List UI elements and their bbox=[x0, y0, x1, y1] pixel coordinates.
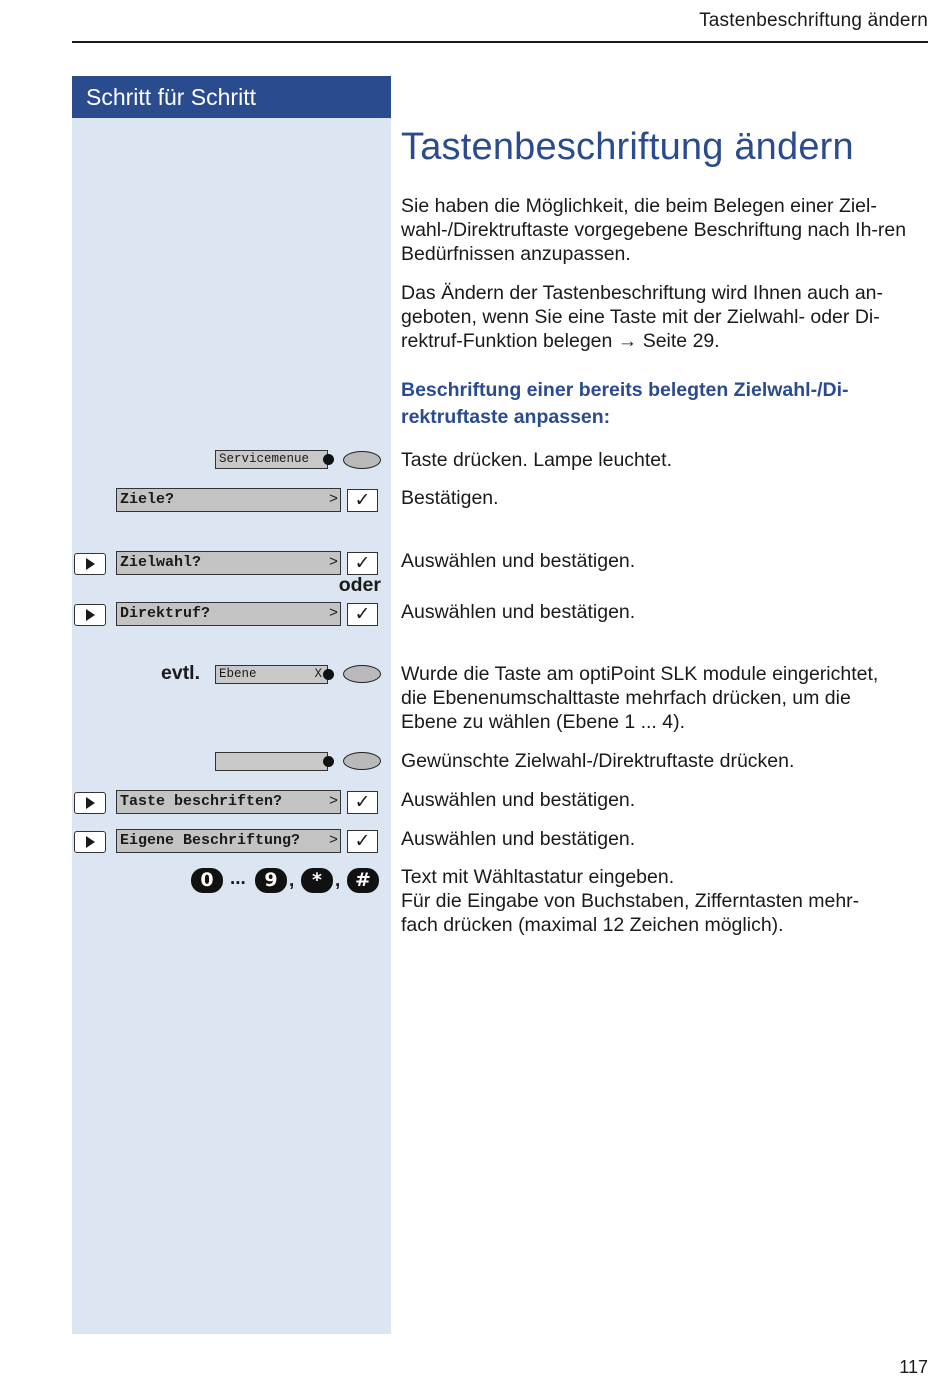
step-ziele-text: Bestätigen. bbox=[401, 487, 499, 509]
header-rule bbox=[72, 41, 928, 43]
display-text: Eigene Beschriftung? bbox=[120, 832, 301, 849]
keypad-star-icon: * bbox=[301, 868, 333, 893]
servicemenue-key[interactable] bbox=[215, 450, 328, 469]
select-arrow-icon[interactable] bbox=[74, 831, 106, 853]
step-sidebar bbox=[72, 76, 391, 1334]
intro-paragraph-2: Das Ändern der Tastenbeschriftung wird Ihnen auch an-geboten, wenn Sie eine Taste mit der Zielwahl- oder Di-rektruf-Funktion belegen → Seite 29. bbox=[401, 282, 884, 352]
key-pointer-icon bbox=[323, 756, 334, 767]
step-ebene-text: Wurde die Taste am optiPoint SLK module eingerichtet, die Ebenenumschalttaste mehrfach drücken, um die Ebene zu wählen (Ebene 1 ... 4). bbox=[401, 663, 879, 733]
display-text: Taste beschriften? bbox=[120, 793, 283, 810]
list-separator: , bbox=[335, 870, 341, 891]
sidebar-heading: Schritt für Schritt bbox=[72, 76, 391, 118]
step-zielkey-text: Gewünschte Zielwahl-/Direktruftaste drücken. bbox=[401, 750, 795, 772]
step-beschriften-text: Auswählen und bestätigen. bbox=[401, 789, 636, 811]
display-zielwahl bbox=[116, 551, 341, 575]
display-arrow: > bbox=[328, 554, 338, 571]
keypad-9-icon: 9 bbox=[255, 868, 287, 893]
display-eigene-beschriftung bbox=[116, 829, 341, 853]
step-keypad-text: Text mit Wähltastatur eingeben. Für die Eingabe von Buchstaben, Zifferntasten mehr- fach drücken (maximal 12 Zeichen möglich). bbox=[401, 866, 860, 936]
optional-label: evtl. bbox=[161, 662, 201, 684]
display-taste-beschriften bbox=[116, 790, 341, 814]
keypad-hash-icon: # bbox=[347, 868, 379, 893]
keypad-0-icon: 0 bbox=[191, 868, 223, 893]
range-separator: ... bbox=[230, 868, 246, 889]
display-arrow: > bbox=[328, 793, 338, 810]
step-eigene-text: Auswählen und bestätigen. bbox=[401, 828, 636, 850]
intro-paragraph-1: Sie haben die Möglichkeit, die beim Belegen einer Ziel-wahl-/Direktruftaste vorgegebene Beschriftung nach Ih-ren Bedürfnissen anzupassen. bbox=[401, 195, 907, 265]
ebene-key[interactable] bbox=[215, 665, 328, 684]
lamp-icon bbox=[343, 752, 381, 770]
lamp-icon bbox=[343, 665, 381, 683]
display-ziele bbox=[116, 488, 341, 512]
list-separator: , bbox=[289, 870, 295, 891]
confirm-checkmark-icon[interactable]: ✓ bbox=[347, 830, 378, 853]
key-pointer-icon bbox=[323, 454, 334, 465]
confirm-checkmark-icon[interactable]: ✓ bbox=[347, 603, 378, 626]
select-arrow-icon[interactable] bbox=[74, 792, 106, 814]
page-number: 117 bbox=[899, 1357, 928, 1377]
select-arrow-icon[interactable] bbox=[74, 553, 106, 575]
confirm-checkmark-icon[interactable]: ✓ bbox=[347, 791, 378, 814]
display-text: Direktruf? bbox=[120, 605, 211, 622]
lamp-icon bbox=[343, 451, 381, 469]
zielwahl-key[interactable] bbox=[215, 752, 328, 771]
ebene-key-mark: X bbox=[314, 667, 322, 681]
servicemenue-key-label: Servicemenue bbox=[219, 452, 310, 466]
display-arrow: > bbox=[328, 605, 338, 622]
ebene-key-label: Ebene bbox=[219, 667, 257, 681]
or-label: oder bbox=[338, 574, 381, 596]
confirm-checkmark-icon[interactable]: ✓ bbox=[347, 552, 378, 575]
step-direktruf-text: Auswählen und bestätigen. bbox=[401, 601, 636, 623]
step-zielwahl-text: Auswählen und bestätigen. bbox=[401, 550, 636, 572]
display-arrow: > bbox=[328, 491, 338, 508]
running-header: Tastenbeschriftung ändern bbox=[699, 10, 928, 31]
confirm-checkmark-icon[interactable]: ✓ bbox=[347, 489, 378, 512]
page-title: Tastenbeschriftung ändern bbox=[401, 126, 854, 168]
display-text: Ziele? bbox=[120, 491, 175, 508]
display-direktruf bbox=[116, 602, 341, 626]
display-arrow: > bbox=[328, 832, 338, 849]
select-arrow-icon[interactable] bbox=[74, 604, 106, 626]
display-text: Zielwahl? bbox=[120, 554, 202, 571]
key-pointer-icon bbox=[323, 669, 334, 680]
step-servicemenue-text: Taste drücken. Lampe leuchtet. bbox=[401, 449, 672, 471]
section-subheading: Beschriftung einer bereits belegten Zielwahl-/Di-rektruftaste anpassen: bbox=[401, 379, 849, 428]
